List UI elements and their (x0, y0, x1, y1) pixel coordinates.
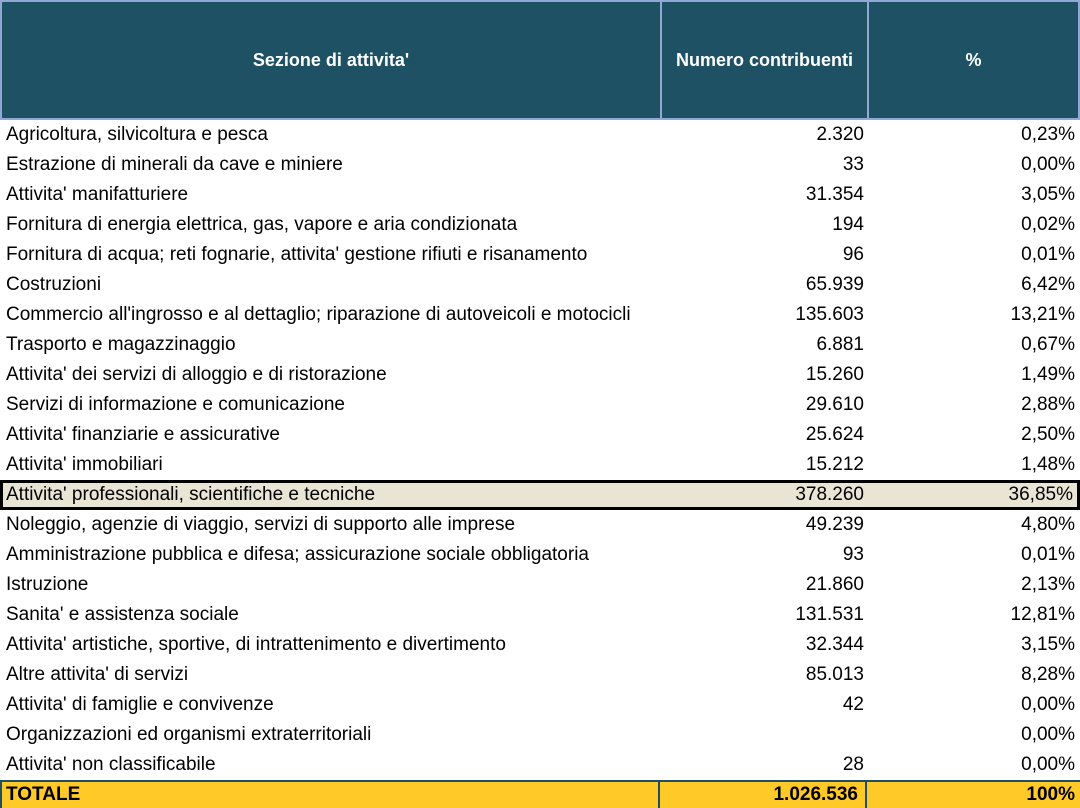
row-label-cell: Amministrazione pubblica e difesa; assicurazione sociale obbligatoria (6, 544, 589, 565)
row-pct-cell: 8,28% (1021, 664, 1075, 685)
table-row (0, 660, 1080, 690)
row-count-cell: 85.013 (805, 664, 864, 685)
row-label-cell: Trasporto e magazzinaggio (6, 334, 236, 355)
row-count-cell: 32.344 (805, 634, 864, 655)
row-pct-cell: 2,13% (1021, 574, 1075, 595)
row-pct-cell: 0,01% (1021, 244, 1075, 265)
row-pct-cell: 13,21% (1010, 304, 1075, 325)
row-label-cell: Organizzazioni ed organismi extraterritoriali (6, 724, 372, 745)
row-count-cell: 28 (842, 754, 864, 775)
row-label-cell: Altre attivita' di servizi (6, 664, 189, 685)
row-pct-cell: 3,05% (1021, 184, 1075, 205)
row-label-cell: Attivita' immobiliari (6, 454, 163, 475)
row-label-cell: Commercio all'ingrosso e al dettaglio; riparazione di autoveicoli e motocicli (6, 304, 631, 325)
table-row (0, 600, 1080, 630)
total-pct: 100% (1026, 784, 1075, 805)
table-row (0, 150, 1080, 180)
row-count-cell: 42 (842, 694, 864, 715)
row-pct-cell: 0,23% (1021, 124, 1075, 145)
total-count: 1.026.536 (660, 782, 867, 808)
row-label-cell: Attivita' di famiglie e convivenze (6, 694, 274, 715)
row-pct-cell: 0,00% (1021, 754, 1075, 775)
row-pct-cell: 12,81% (1010, 604, 1075, 625)
row-label-cell: Attivita' manifatturiere (6, 184, 189, 205)
row-count-cell: 93 (842, 544, 864, 565)
table-row (0, 330, 1080, 360)
column-header-percent: % (965, 49, 982, 70)
total-row (0, 780, 1080, 808)
table-row (0, 300, 1080, 330)
row-pct-cell: 2,50% (1021, 424, 1075, 445)
row-count-cell: 31.354 (805, 184, 864, 205)
table-row-highlighted (0, 480, 1080, 510)
row-pct-cell: 0,67% (1021, 334, 1075, 355)
total-label: TOTALE (2, 782, 660, 808)
row-count-cell: 25.624 (805, 424, 864, 445)
row-pct-cell: 0,01% (1021, 544, 1075, 565)
row-label-cell: Fornitura di energia elettrica, gas, vapore e aria condizionata (6, 214, 518, 235)
table-row (0, 540, 1080, 570)
row-pct-cell: 0,00% (1021, 694, 1075, 715)
row-label-cell: Noleggio, agenzie di viaggio, servizi di supporto alle imprese (6, 514, 516, 535)
row-count-cell: 378.260 (795, 484, 864, 505)
table-row (0, 450, 1080, 480)
table-row (0, 180, 1080, 210)
row-count-cell: 131.531 (795, 604, 864, 625)
row-count-cell: 135.603 (795, 304, 864, 325)
row-count-cell: 2.320 (816, 124, 864, 145)
row-count-cell: 29.610 (805, 394, 864, 415)
row-count-cell: 96 (842, 244, 864, 265)
row-pct-cell: 0,00% (1021, 154, 1075, 175)
row-label-cell: Attivita' dei servizi di alloggio e di ristorazione (6, 364, 387, 385)
row-label-cell: Agricoltura, silvicoltura e pesca (6, 124, 268, 145)
row-label-cell: Costruzioni (6, 274, 102, 295)
table-row (0, 240, 1080, 270)
row-label-cell: Fornitura di acqua; reti fognarie, attivita' gestione rifiuti e risanamento (6, 244, 588, 265)
row-pct-cell: 36,85% (1008, 484, 1073, 505)
table-body (0, 120, 1080, 780)
row-count-cell: 21.860 (805, 574, 864, 595)
row-pct-cell: 0,02% (1021, 214, 1075, 235)
row-count-cell: 194 (832, 214, 864, 235)
table-row (0, 210, 1080, 240)
row-label-cell: Attivita' professionali, scientifiche e tecniche (6, 484, 376, 505)
row-pct-cell: 4,80% (1021, 514, 1075, 535)
row-pct-cell: 2,88% (1021, 394, 1075, 415)
table-header-row (0, 0, 1080, 120)
row-pct-cell: 1,48% (1021, 454, 1075, 475)
row-count-cell: 15.260 (805, 364, 864, 385)
row-count-cell: 65.939 (805, 274, 864, 295)
table-row (0, 720, 1080, 750)
table-row (0, 360, 1080, 390)
row-label-cell: Istruzione (6, 574, 89, 595)
row-count-cell (662, 720, 871, 750)
table-row (0, 570, 1080, 600)
row-label-cell: Sanita' e assistenza sociale (6, 604, 239, 625)
table-row (0, 630, 1080, 660)
row-count-cell: 15.212 (805, 454, 864, 475)
row-label-cell: Attivita' finanziarie e assicurative (6, 424, 280, 445)
row-count-cell: 49.239 (805, 514, 864, 535)
row-pct-cell: 6,42% (1021, 274, 1075, 295)
table-row (0, 390, 1080, 420)
table-row (0, 510, 1080, 540)
row-count-cell: 33 (842, 154, 864, 175)
row-pct-cell: 0,00% (1021, 724, 1075, 745)
row-pct-cell: 1,49% (1021, 364, 1075, 385)
table-row (0, 750, 1080, 780)
row-count-cell: 6.881 (816, 334, 864, 355)
table-row (0, 420, 1080, 450)
row-pct-cell: 3,15% (1021, 634, 1075, 655)
row-label-cell: Servizi di informazione e comunicazione (6, 394, 345, 415)
row-label-cell: Estrazione di minerali da cave e miniere (6, 154, 343, 175)
row-label-cell: Attivita' artistiche, sportive, di intrattenimento e divertimento (6, 634, 506, 655)
row-label-cell: Attivita' non classificabile (6, 754, 216, 775)
column-header-sezione: Sezione di attivita' (2, 2, 662, 118)
table-row (0, 270, 1080, 300)
table-row (0, 120, 1080, 150)
column-header-numero-contribuenti: Numero contribuenti (662, 2, 869, 118)
table-row (0, 690, 1080, 720)
